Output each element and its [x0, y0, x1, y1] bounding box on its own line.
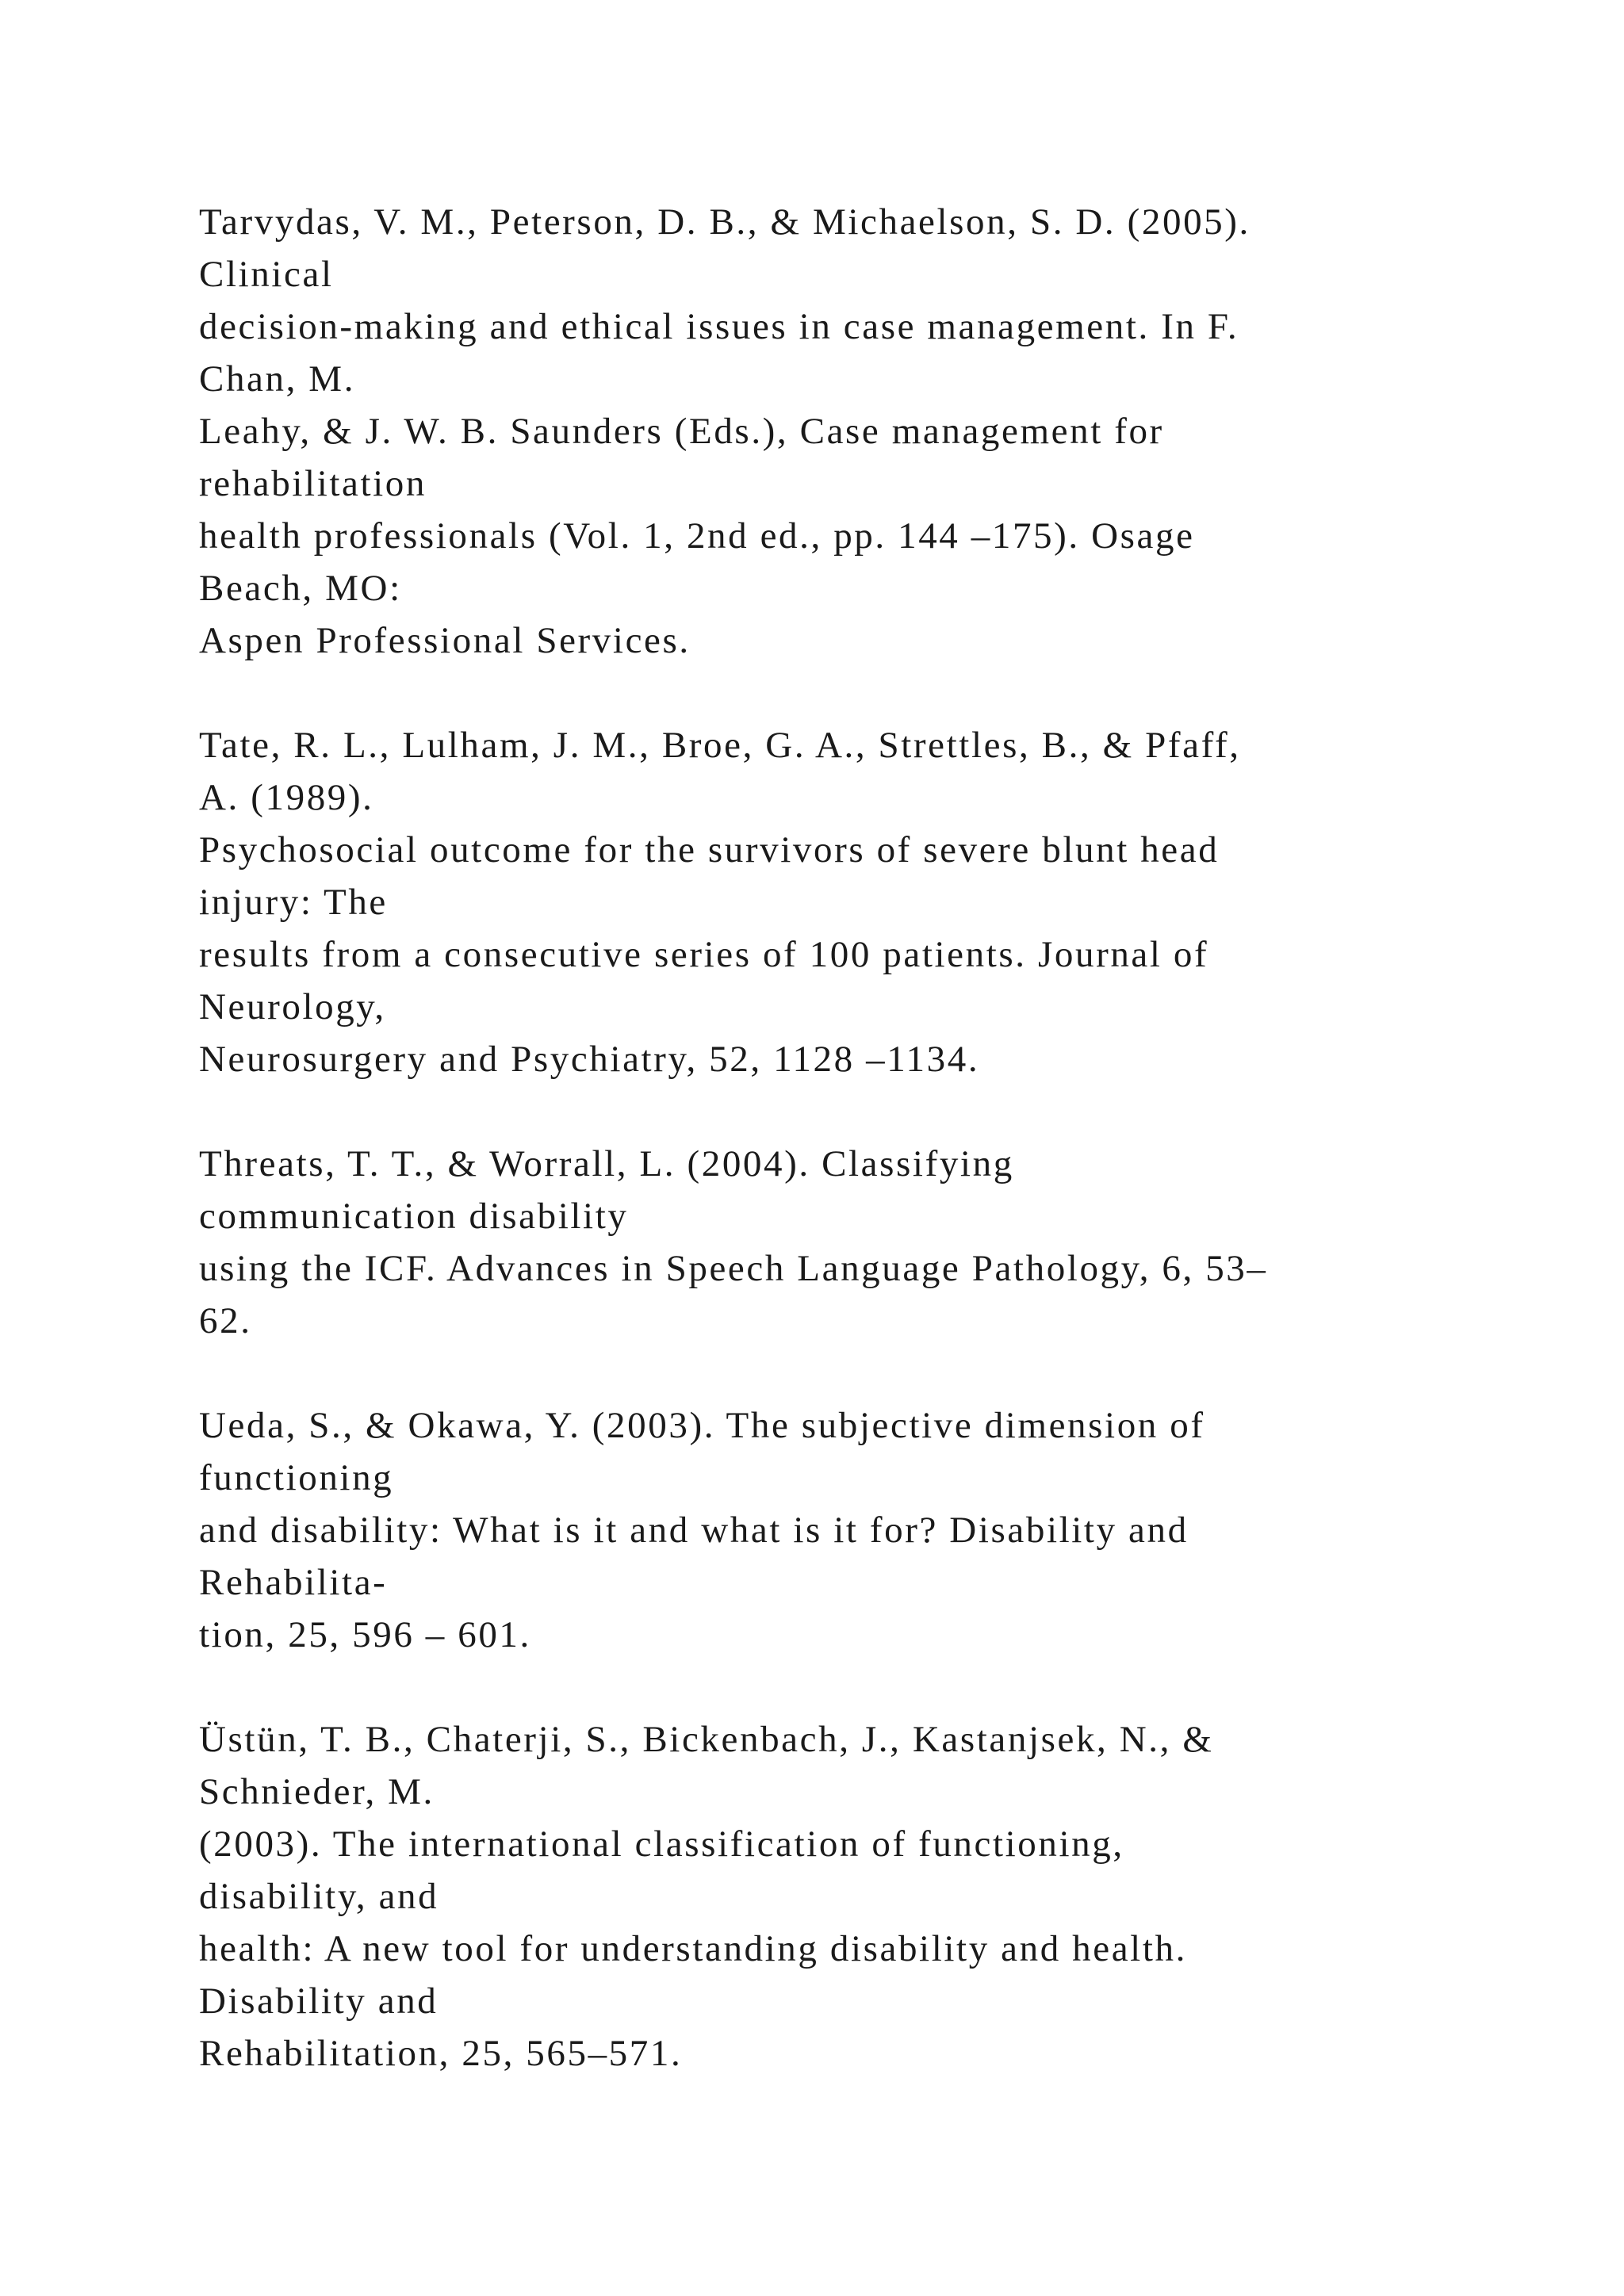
- reference-line: Neurosurgery and Psychiatry, 52, 1128 –1134.: [199, 1039, 980, 1080]
- reference-list: [199, 196, 1547, 2132]
- reference-line: Ueda, S., & Okawa, Y. (2003). The subjective dimension of: [199, 1405, 1205, 1446]
- reference-line: disability, and: [199, 1876, 439, 1917]
- reference-line: Threats, T. T., & Worrall, L. (2004). Classifying: [199, 1143, 1014, 1184]
- reference-entry-tarvydas: [199, 196, 1547, 667]
- reference-line: Tarvydas, V. M., Peterson, D. B., & Michaelson, S. D. (2005).: [199, 201, 1251, 243]
- reference-line: decision-making and ethical issues in case management. In F.: [199, 306, 1239, 347]
- reference-line: Leahy, & J. W. B. Saunders (Eds.), Case management for: [199, 411, 1164, 452]
- reference-line: Tate, R. L., Lulham, J. M., Broe, G. A., Strettles, B., & Pfaff,: [199, 725, 1241, 766]
- reference-line: Psychosocial outcome for the survivors of severe blunt head: [199, 829, 1220, 871]
- reference-line: (2003). The international classification of functioning,: [199, 1823, 1124, 1865]
- reference-entry-ustun: [199, 1713, 1547, 2080]
- reference-line: health: A new tool for understanding disability and health.: [199, 1928, 1187, 1969]
- reference-line: Rehabilita-: [199, 1562, 388, 1603]
- reference-line: rehabilitation: [199, 463, 427, 504]
- reference-line: functioning: [199, 1457, 394, 1498]
- reference-line: Üstün, T. B., Chaterji, S., Bickenbach, J., Kastanjsek, N., &: [199, 1719, 1214, 1760]
- reference-line: using the ICF. Advances in Speech Language Pathology, 6, 53–: [199, 1248, 1268, 1289]
- reference-line: Beach, MO:: [199, 568, 402, 609]
- reference-line: Neurology,: [199, 986, 386, 1027]
- reference-line: 62.: [199, 1300, 252, 1341]
- reference-line: Clinical: [199, 254, 334, 295]
- reference-line: tion, 25, 596 – 601.: [199, 1614, 531, 1655]
- reference-line: Chan, M.: [199, 358, 356, 400]
- reference-entry-threats: [199, 1138, 1547, 1347]
- reference-entry-ueda: [199, 1399, 1547, 1661]
- reference-line: Schnieder, M.: [199, 1771, 435, 1812]
- reference-line: injury: The: [199, 882, 388, 923]
- reference-line: Aspen Professional Services.: [199, 620, 691, 661]
- reference-line: A. (1989).: [199, 777, 374, 818]
- reference-line: results from a consecutive series of 100 patients. Journal of: [199, 934, 1209, 975]
- reference-entry-tate: [199, 719, 1547, 1085]
- reference-line: Disability and: [199, 1980, 439, 2022]
- reference-line: communication disability: [199, 1196, 629, 1237]
- reference-line: Rehabilitation, 25, 565–571.: [199, 2033, 683, 2074]
- reference-line: health professionals (Vol. 1, 2nd ed., pp. 144 –175). Osage: [199, 515, 1195, 557]
- reference-line: and disability: What is it and what is it for? Disability and: [199, 1510, 1189, 1551]
